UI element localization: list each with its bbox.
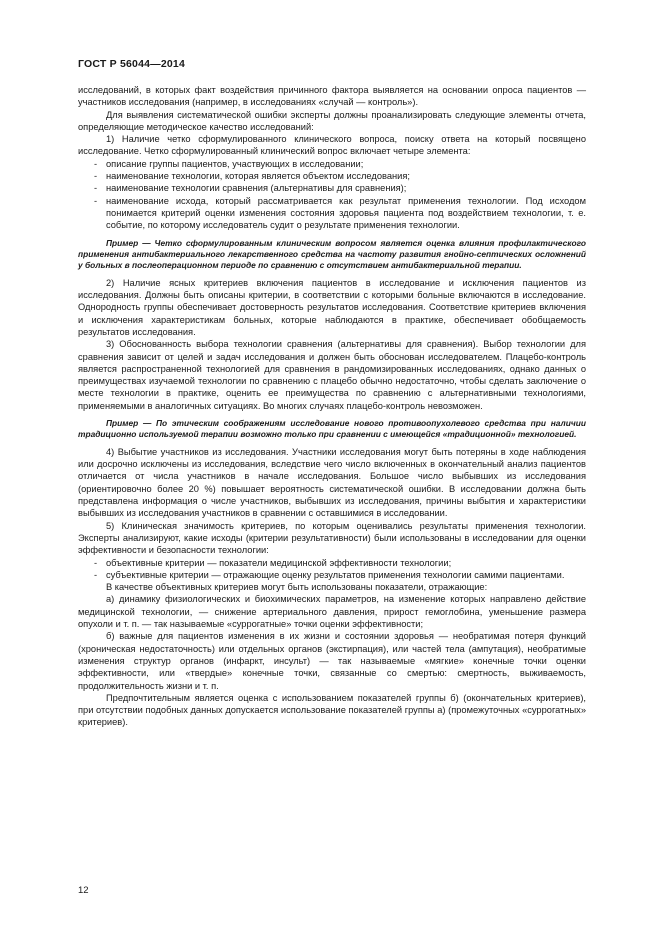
list-dash: - [94, 183, 98, 194]
list-item-text: наименование исхода, который рассматривается как результат применения технологии. Под исходом понимается критерий оценки изменения состояния здоровья пациента под воздействием технологии, т. е. событие, по которому исследователь судит о результате применения технологии. [106, 195, 586, 231]
paragraph: а) динамику физиологических и биохимических параметров, на изменение которых направлено действие медицинской технологии, — снижение артериального давления, прирост гемоглобина, уменьшение размера опухоли и т. п. — так называемые «суррогатные» точки оценки эффективности; [78, 594, 586, 630]
list-dash: - [94, 171, 98, 182]
page-number: 12 [78, 885, 89, 896]
paragraph: 1) Наличие четко сформулированного клинического вопроса, поиску ответа на который посвящено исследование. Четко сформулированный клинический вопрос включает четыре элемента: [78, 134, 586, 157]
list-item-text: наименование технологии, которая является объектом исследования; [106, 171, 410, 182]
paragraph: 4) Выбытие участников из исследования. Участники исследования могут быть потеряны в ходе наблюдения или досрочно исключены из исследования, вследствие чего число включенных в окончательный анализ пациентов отличается от числа участников в начале исследования. Большое число выбывших из исследования (ориентировочно более 20 %) повышает вероятность систематической ошибки. В исследовании должна быть представлена информация о числе участников, выбывших из исследования, причины выбытия и характеристики выбывших из исследования участников в сравнении с оставшимися в исследовании. [78, 446, 586, 519]
paragraph: Предпочтительным является оценка с использованием показателей группы б) (окончательных критериев), при отсутствии подобных данных допускается использование показателей группы а) (промежуточных «суррогатных» критериев). [78, 692, 586, 728]
example-note [78, 418, 586, 441]
list-item-text: наименование технологии сравнения (альтернативы для сравнения); [106, 183, 407, 194]
example-label: Пример [106, 237, 139, 248]
list-item [78, 195, 586, 232]
document-body [78, 84, 586, 729]
list-dash: - [94, 158, 98, 169]
paragraph: В качестве объективных критериев могут быть использованы показатели, отражающие: [106, 582, 488, 593]
example-text: — По этическим соображениям исследование нового противоопухолевого средства при наличии традиционно используемой терапии возможно только при сравнении с имеющейся «традиционной» технологией. [78, 418, 586, 440]
list-item [78, 182, 586, 194]
list-item [78, 158, 586, 170]
list-item-text: субъективные критерии — отражающие оценку результатов применения технологии самими пациентами. [106, 569, 565, 580]
paragraph: 2) Наличие ясных критериев включения пациентов в исследование и исключения пациентов из исследования. Должны быть описаны критерии, в соответствии с которыми больные включаются в исследование. Однородность группы обеспечивает достоверность результатов исследования. Соответствие критериев включения и исключения характеристикам больных, которые наблюдаются в практике, обеспечивает обобщаемость результатов исследования. [78, 277, 586, 337]
paragraph: 3) Обоснованность выбора технологии сравнения (альтернативы для сравнения). Выбор технологии для сравнения зависит от целей и задач исследования и должен быть обоснован исследователем. Плацебо-контроль является распространенной технологией для сравнения в рандомизированных исследованиях, однако данных о преимуществах изучаемой технологии по сравнению с плацебо обычно недостаточно, чтобы сделать заключение о месте технологии в практике, оценить ее преимущества по сравнению с альтернативными технологиями, применяемыми в аналогичных ситуациях. Во многих случаях плацебо-контроль невозможен. [78, 339, 586, 411]
paragraph: исследований, в которых факт воздействия причинного фактора выявляется на основании опроса пациентов — участников исследования (например, в исследованиях «случай — контроль»). [78, 85, 586, 108]
list-dash: - [94, 557, 98, 568]
document-header: ГОСТ Р 56044—2014 [78, 58, 186, 70]
list-dash: - [94, 569, 98, 580]
list-item-text: объективные критерии — показатели медицинской эффективности технологии; [106, 557, 452, 568]
list-item [78, 170, 586, 182]
paragraph: Для выявления систематической ошибки эксперты должны проанализировать следующие элементы отчета, определяющие методическое качество исследований: [78, 109, 586, 132]
paragraph: б) важные для пациентов изменения в их жизни и состоянии здоровья — необратимая потеря функций (хроническая недостаточность) или отдельных органов (экстирпация), или частей тела (ампутация), необратимые изменения структур органов (инфаркт, инсульт) — так называемые «мягкие» конечные точки оценки эффективности, или «твердые» конечные точки, связанные со смертью: смертность, выживаемость, продолжительность жизни и т. п. [78, 631, 586, 691]
list-dash: - [94, 195, 98, 206]
list-item-text: описание группы пациентов, участвующих в исследовании; [106, 158, 364, 169]
example-text: — Четко сформулированным клиническим вопросом является оценка влияния профилактического применения антибактериального лекарственного средства на частоту развития гнойно-септических осложнений у больных в послеоперационном периоде по сравнению с отсутствием антибактериальной терапии. [78, 237, 586, 271]
paragraph: 5) Клиническая значимость критериев, по которым оценивались результаты применения технологии. Эксперты анализируют, какие исходы (критерии результативности) были использованы в исследовании для оценки эффективности и безопасности технологии: [78, 520, 586, 556]
example-label: Пример [106, 418, 139, 429]
example-note [78, 238, 586, 272]
list-item [78, 569, 586, 581]
list-item [78, 557, 586, 569]
